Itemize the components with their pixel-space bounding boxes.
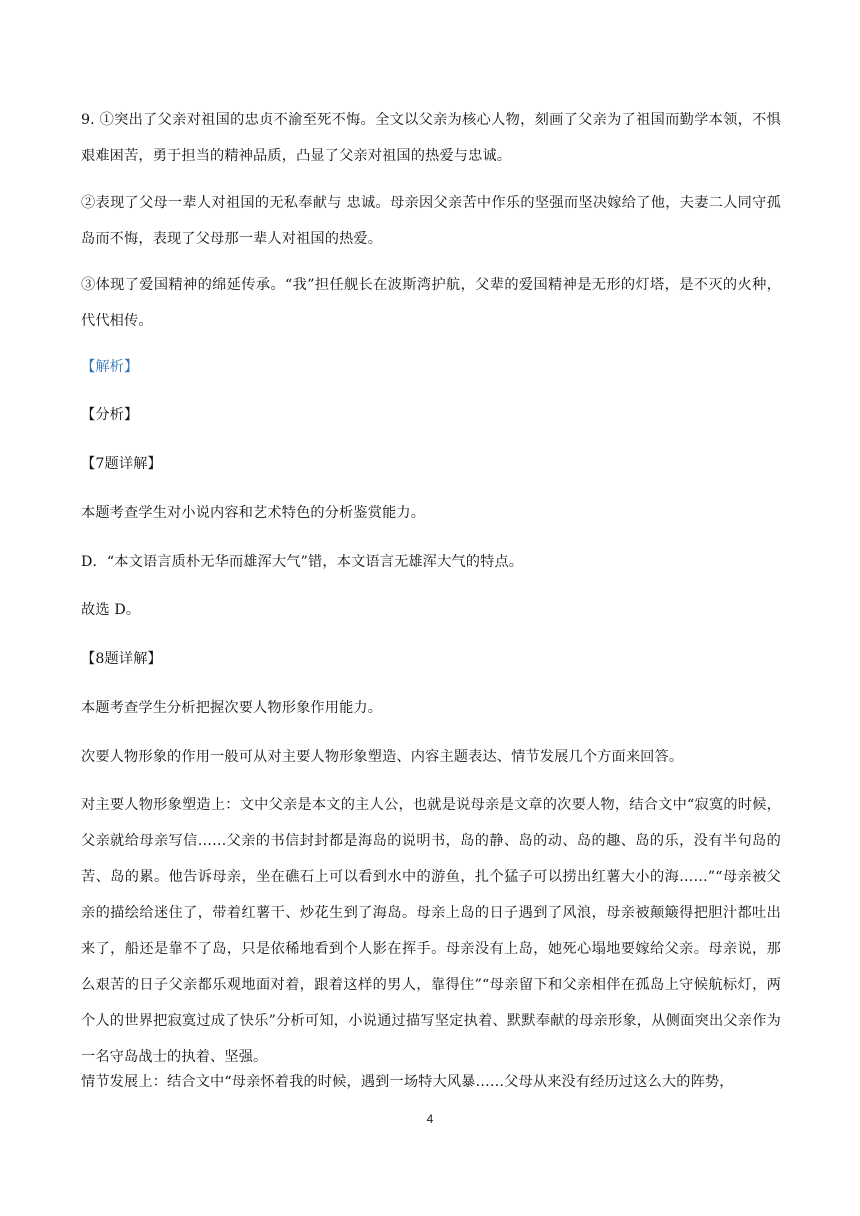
question-7-option-d: D．“本文语言质朴无华而雄浑大气”错，本文语言无雄浑大气的特点。 [81,554,524,570]
jiexi-heading[interactable]: 【解析】 [81,359,139,375]
page-number: 4 [426,1112,434,1126]
fenxi-heading: 【分析】 [81,407,139,423]
question-8-detail-heading: 【8题详解】 [81,651,162,667]
question-7-intro: 本题考查学生对小说内容和艺术特色的分析鉴赏能力。 [81,505,426,521]
question-8-character-analysis: 对主要人物形象塑造上：文中父亲是本文的主人公，也就是说母亲是文章的次要人物，结合文中“寂寞的时候，父亲就给母亲写信……父亲的书信封封都是海岛的说明书，岛的静、岛的动、岛的趣、岛的乐，没有半句岛的苦、岛的累。他告诉母亲，坐在礁石上可以看到水中的游鱼，扎个猛子可以捞出红薯大小的海……”“母亲被父亲的描绘给迷住了，带着红薯干、炒花生到了海岛。母亲上岛的日子遇到了风浪，母亲被颠簸得把胆汁都吐出来了，船还是靠不了岛，只是依稀地看到个人影在挥手。母亲没有上岛，她死心塌地要嫁给父亲。母亲说，那么艰苦的日子父亲都乐观地面对着，跟着这样的男人，靠得住”“母亲留下和父亲相伴在孤岛上守候航标灯，两个人的世界把寂寞过成了快乐”分析可知，小说通过描写坚定执着、默默奉献的母亲形象，从侧面突出父亲作为一名守岛战士的执着、坚强。 [81,797,781,1065]
answer-9-point-2: ②表现了父母一辈人对祖国的无私奉献与 忠诚。母亲因父亲苦中作乐的坚强而坚决嫁给了他，夫妻二人同守孤岛而不悔，表现了父母那一辈人对祖国的热爱。 [81,195,781,247]
answer-9-point-1: 9. ①突出了父亲对祖国的忠贞不渝至死不悔。全文以父亲为核心人物，刻画了父亲为了祖国而勤学本领，不惧艰难困苦，勇于担当的精神品质，凸显了父亲对祖国的热爱与忠诚。 [81,112,781,164]
question-7-detail-heading: 【7题详解】 [81,456,162,472]
question-8-plot-analysis: 情节发展上：结合文中“母亲怀着我的时候，遇到一场特大风暴……父母从来没有经历过这么大的阵势， [81,1074,734,1090]
question-8-intro: 本题考查学生分析把握次要人物形象作用能力。 [81,700,383,716]
answer-9-point-3: ③体现了爱国精神的绵延传承。“我”担任舰长在波斯湾护航，父辈的爱国精神是无形的灯塔，是不灭的火种，代代相传。 [81,277,781,329]
question-7-answer: 故选 D。 [81,602,141,618]
question-8-method: 次要人物形象的作用一般可从对主要人物形象塑造、内容主题表达、情节发展几个方面来回答。 [81,749,684,765]
